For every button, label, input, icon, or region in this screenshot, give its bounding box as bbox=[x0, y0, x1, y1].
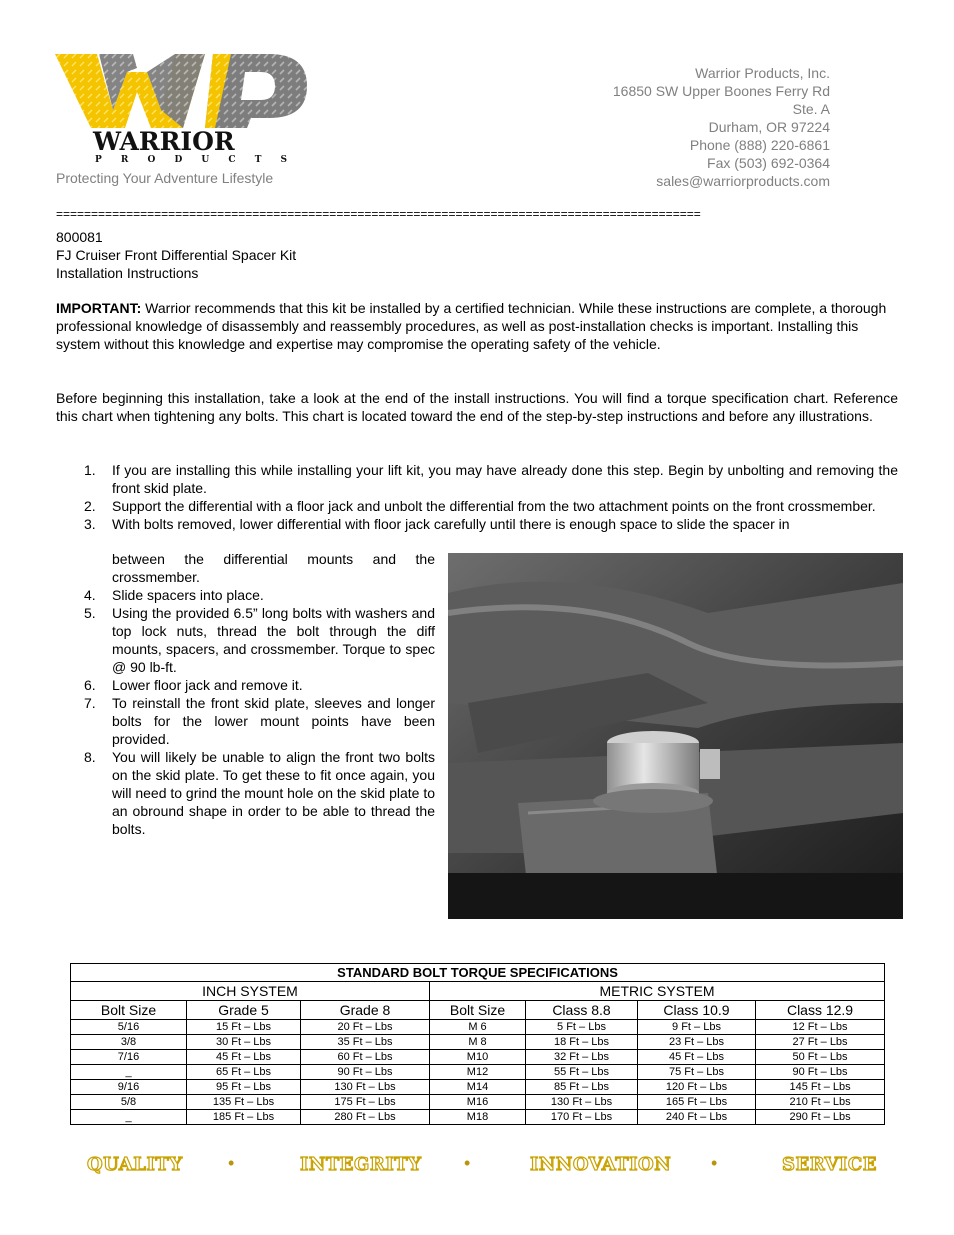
step-text: You will likely be unable to align the front two bolts on the skid plate. To get these to fit once again, you will need to grind the mount hole on the skid plate to an obround shape in order to be able to thread the bolts. bbox=[112, 749, 435, 837]
part-number: 800081 bbox=[56, 229, 103, 245]
column-header: Class 12.9 bbox=[756, 1001, 885, 1020]
table-row bbox=[71, 1020, 885, 1035]
title-block bbox=[56, 228, 296, 282]
steps-list-narrow bbox=[56, 550, 435, 838]
table-cell: 30 Ft – Lbs bbox=[187, 1035, 301, 1050]
email-address: sales@warriorproducts.com bbox=[656, 173, 830, 189]
logo-brand-text: WARRIOR bbox=[93, 127, 235, 156]
table-cell: 27 Ft – Lbs bbox=[756, 1035, 885, 1050]
step-number: 5. bbox=[84, 605, 96, 621]
logo-sub-text: P R O D U C T S bbox=[95, 155, 296, 164]
important-notice bbox=[56, 299, 898, 353]
column-header: Bolt Size bbox=[430, 1001, 526, 1020]
table-cell: 15 Ft – Lbs bbox=[187, 1020, 301, 1035]
footer-separator: • bbox=[464, 1153, 471, 1173]
table-cell: 5/8 bbox=[71, 1095, 187, 1110]
table-cell: 90 Ft – Lbs bbox=[301, 1065, 430, 1080]
table-cell: 95 Ft – Lbs bbox=[187, 1080, 301, 1095]
steps-list-full bbox=[56, 461, 898, 533]
step-number: 1. bbox=[84, 462, 96, 478]
street-address: 16850 SW Upper Boones Ferry Rd bbox=[612, 83, 830, 99]
table-cell: 175 Ft – Lbs bbox=[301, 1095, 430, 1110]
column-header: Grade 5 bbox=[187, 1001, 301, 1020]
table-cell: M 8 bbox=[430, 1035, 526, 1050]
column-header: Class 8.8 bbox=[526, 1001, 638, 1020]
footer-separator: • bbox=[228, 1153, 235, 1173]
step-item bbox=[56, 676, 435, 694]
table-cell: 55 Ft – Lbs bbox=[526, 1065, 638, 1080]
product-name: FJ Cruiser Front Differential Spacer Kit bbox=[56, 247, 297, 263]
table-cell: 290 Ft – Lbs bbox=[756, 1110, 885, 1125]
step-number: 7. bbox=[84, 695, 96, 711]
table-cell: 35 Ft – Lbs bbox=[301, 1035, 430, 1050]
table-cell: 280 Ft – Lbs bbox=[301, 1110, 430, 1125]
table-cell: 32 Ft – Lbs bbox=[526, 1050, 638, 1065]
table-cell: 5 Ft – Lbs bbox=[526, 1020, 638, 1035]
column-header: Class 10.9 bbox=[638, 1001, 756, 1020]
table-cell: 85 Ft – Lbs bbox=[526, 1080, 638, 1095]
table-title: STANDARD BOLT TORQUE SPECIFICATIONS bbox=[71, 964, 885, 982]
footer-quality: QUALITY bbox=[87, 1154, 183, 1175]
important-label: IMPORTANT: bbox=[56, 300, 142, 316]
table-cell: 3/8 bbox=[71, 1035, 187, 1050]
table-cell: 120 Ft – Lbs bbox=[638, 1080, 756, 1095]
step-item bbox=[56, 604, 435, 676]
table-cell: 210 Ft – Lbs bbox=[756, 1095, 885, 1110]
table-cell: 23 Ft – Lbs bbox=[638, 1035, 756, 1050]
table-row bbox=[71, 1110, 885, 1125]
step-item bbox=[56, 586, 435, 604]
table-cell: M16 bbox=[430, 1095, 526, 1110]
step-item bbox=[56, 515, 898, 533]
table-cell: M18 bbox=[430, 1110, 526, 1125]
table-cell: 5/16 bbox=[71, 1020, 187, 1035]
table-cell: M14 bbox=[430, 1080, 526, 1095]
torque-table bbox=[70, 963, 885, 1125]
table-cell: 45 Ft – Lbs bbox=[187, 1050, 301, 1065]
step-continuation bbox=[56, 550, 435, 586]
step-item bbox=[56, 497, 898, 515]
step-text: With bolts removed, lower differential with floor jack carefully until there is enough space to slide the spacer in bbox=[112, 516, 790, 532]
table-cell: M12 bbox=[430, 1065, 526, 1080]
before-paragraph: Before beginning this installation, take a look at the end of the install instructions. You will find a torque specification chart. Reference this chart when tightening any bolts. This chart is located toward the end of the step-by-step instructions and before any illustrations. bbox=[56, 390, 898, 424]
tagline: Protecting Your Adventure Lifestyle bbox=[56, 170, 274, 186]
inch-system-header: INCH SYSTEM bbox=[71, 982, 430, 1001]
table-cell: 12 Ft – Lbs bbox=[756, 1020, 885, 1035]
city-state-zip: Durham, OR 97224 bbox=[708, 119, 830, 135]
step-number: 3. bbox=[84, 516, 96, 532]
footer-innovation: INNOVATION bbox=[530, 1154, 672, 1175]
table-cell: 18 Ft – Lbs bbox=[526, 1035, 638, 1050]
table-row bbox=[71, 1035, 885, 1050]
installation-photo bbox=[448, 553, 903, 919]
footer-service: SERVICE bbox=[782, 1154, 877, 1175]
table-cell: 45 Ft – Lbs bbox=[638, 1050, 756, 1065]
step-item bbox=[56, 694, 435, 748]
step-number: 4. bbox=[84, 587, 96, 603]
table-cell: 130 Ft – Lbs bbox=[301, 1080, 430, 1095]
warrior-logo bbox=[55, 52, 310, 164]
table-row bbox=[71, 1095, 885, 1110]
photo-illustration bbox=[448, 553, 903, 919]
table-row bbox=[71, 1065, 885, 1080]
column-header: Grade 8 bbox=[301, 1001, 430, 1020]
table-cell: 7/16 bbox=[71, 1050, 187, 1065]
step-text: Support the differential with a floor jack and unbolt the differential from the two attachment points on the front crossmember. bbox=[112, 498, 876, 514]
metric-system-header: METRIC SYSTEM bbox=[430, 982, 885, 1001]
table-cell: 9 Ft – Lbs bbox=[638, 1020, 756, 1035]
fax-number: Fax (503) 692-0364 bbox=[707, 155, 830, 171]
footer-integrity: INTEGRITY bbox=[300, 1154, 422, 1175]
table-cell: 185 Ft – Lbs bbox=[187, 1110, 301, 1125]
footer-separator: • bbox=[711, 1153, 718, 1173]
step-item bbox=[56, 748, 435, 838]
table-cell: 75 Ft – Lbs bbox=[638, 1065, 756, 1080]
table-cell: 90 Ft – Lbs bbox=[756, 1065, 885, 1080]
separator-rule: ============================================================================================ bbox=[56, 207, 701, 221]
table-cell: M10 bbox=[430, 1050, 526, 1065]
company-address bbox=[613, 64, 830, 190]
company-name: Warrior Products, Inc. bbox=[695, 65, 830, 81]
table-cell: 170 Ft – Lbs bbox=[526, 1110, 638, 1125]
table-cell: 50 Ft – Lbs bbox=[756, 1050, 885, 1065]
step-text: Slide spacers into place. bbox=[112, 587, 264, 603]
table-cell: _ bbox=[71, 1065, 187, 1080]
table-row bbox=[71, 1050, 885, 1065]
step-number: 2. bbox=[84, 498, 96, 514]
table-cell: 135 Ft – Lbs bbox=[187, 1095, 301, 1110]
table-cell: 9/16 bbox=[71, 1080, 187, 1095]
table-cell: 60 Ft – Lbs bbox=[301, 1050, 430, 1065]
document-type: Installation Instructions bbox=[56, 265, 199, 281]
step-number: 8. bbox=[84, 749, 96, 765]
step-text: between the differential mounts and the crossmember. bbox=[112, 551, 435, 585]
table-cell: _ bbox=[71, 1110, 187, 1125]
step-number: 6. bbox=[84, 677, 96, 693]
step-text: To reinstall the front skid plate, sleeves and longer bolts for the lower mount points have been provided. bbox=[112, 695, 435, 747]
table-cell: 20 Ft – Lbs bbox=[301, 1020, 430, 1035]
phone-number: Phone (888) 220-6861 bbox=[689, 137, 830, 153]
step-text: Lower floor jack and remove it. bbox=[112, 677, 303, 693]
step-item bbox=[56, 461, 898, 497]
table-cell: 165 Ft – Lbs bbox=[638, 1095, 756, 1110]
table-row bbox=[71, 1080, 885, 1095]
table-cell: M 6 bbox=[430, 1020, 526, 1035]
table-cell: 130 Ft – Lbs bbox=[526, 1095, 638, 1110]
table-cell: 65 Ft – Lbs bbox=[187, 1065, 301, 1080]
step-text: Using the provided 6.5” long bolts with washers and top lock nuts, thread the bolt through the diff mounts, spacers, and crossmember. Torque to spec @ 90 lb-ft. bbox=[112, 605, 435, 675]
torque-spec-table bbox=[70, 963, 884, 1125]
step-text: If you are installing this while installing your lift kit, you may have already done this step. Begin by unbolting and removing the front skid plate. bbox=[112, 462, 898, 496]
table-cell: 240 Ft – Lbs bbox=[638, 1110, 756, 1125]
important-text: Warrior recommends that this kit be installed by a certified technician. While these instructions are complete, a thorough professional knowledge of disassembly and reassembly procedures, as well as post-installation checks is important. Installing this system without this knowledge and expertise may compromise the operating safety of the vehicle. bbox=[56, 300, 887, 352]
logo-graphic bbox=[55, 52, 310, 164]
column-header: Bolt Size bbox=[71, 1001, 187, 1020]
table-cell: 145 Ft – Lbs bbox=[756, 1080, 885, 1095]
suite: Ste. A bbox=[792, 101, 830, 117]
